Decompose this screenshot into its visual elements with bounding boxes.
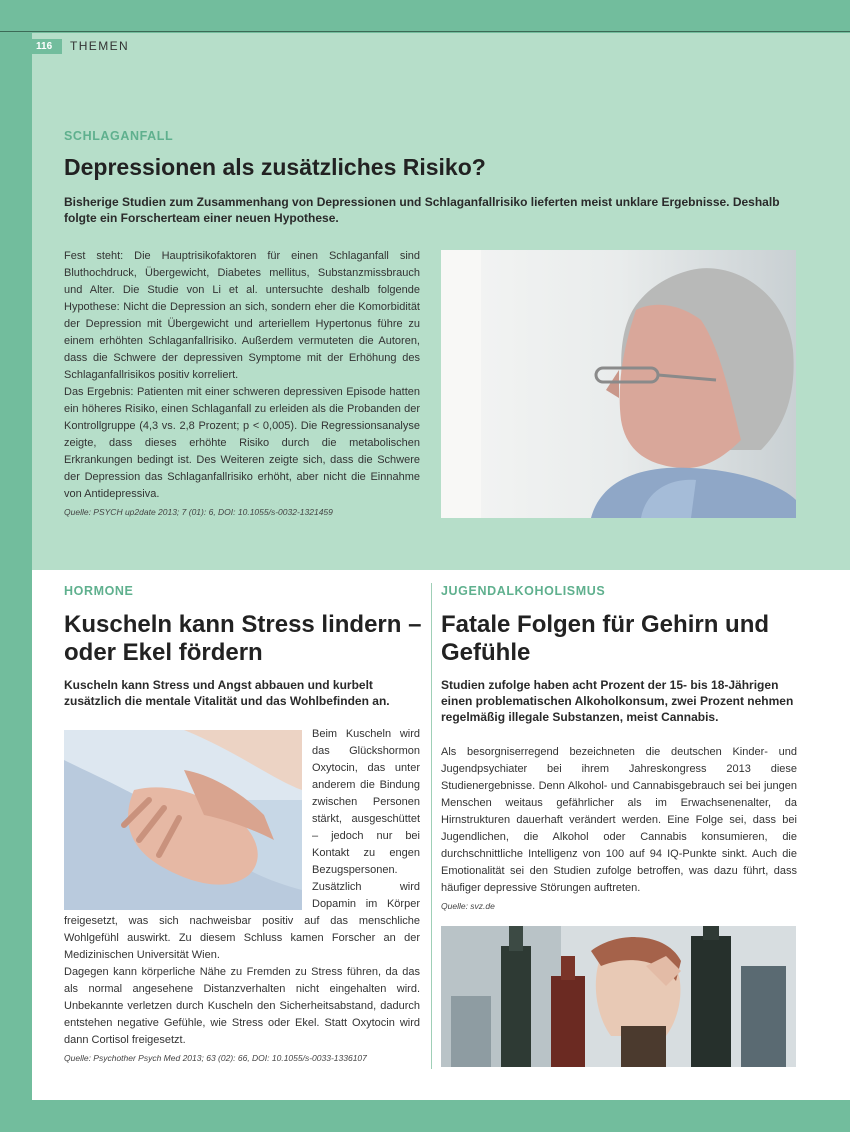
article-stroke-paragraph: Das Ergebnis: Patienten mit einer schweren depressiven Episode hatten ein höheres Risiko, einen Schlaganfall zu erleiden als die Probanden der Kontrollgruppe (4,3 vs. 2,8 Prozent; p < 0,005). Die Regressionsanalyse zeigte, dass dieses erhöhte Risiko durch die metabolischen Erkrankungen bedingt ist. Des Weiteren zeigte sich, dass die Schwere der Depression das Schlaganfallrisiko erhöht, aber nicht die Einnahme von Antidepressiva. <box>64 386 420 500</box>
article-hormone-paragraph: Beim Kuscheln wird das Glückshormon Oxytocin, das unter anderem die Bindung zwischen Personen stärkt, ausgeschüttet – jedoch nur bei Kontakt zu engen Bezugspersonen. Zusätzlich wird Dopamin im Körper freigesetzt, was sich nachweisbar positiv auf das menschliche Wohlgefühl auswirkt. Zu diesem Schluss kamen Forscher an der Medizinischen Universität Wien. <box>64 728 420 961</box>
article-alcohol-source: Quelle: svz.de <box>441 901 495 911</box>
article-alcohol-body <box>441 744 797 913</box>
article-stroke-section <box>32 33 850 570</box>
page-number: 116 <box>32 39 62 54</box>
article-stroke-title: Depressionen als zusätzliches Risiko? <box>64 154 486 180</box>
elderly-man-photo <box>441 250 796 518</box>
column-divider <box>431 583 432 1069</box>
section-title: THEMEN <box>70 39 130 53</box>
article-stroke-source: Quelle: PSYCH up2date 2013; 7 (01): 6, DOI: 10.1055/s-0032-1321459 <box>64 507 333 517</box>
cuddling-hands-photo <box>64 730 302 910</box>
article-hormone-body <box>64 726 420 1065</box>
magazine-page <box>32 33 850 1100</box>
article-hormone-title: Kuscheln kann Stress lindern – oder Ekel fördern <box>64 611 422 666</box>
article-hormone-source: Quelle: Psychother Psych Med 2013; 63 (02): 66, DOI: 10.1055/s-0033-1336107 <box>64 1053 367 1063</box>
article-hormone-paragraph: Dagegen kann körperliche Nähe zu Fremden zu Stress führen, da das als normal angesehene Distanzverhalten nicht eingehalten wird. Unbekannte verletzen durch Kuscheln den Sicherheitsabstand, dadurch entstehen negative Gefühle, wie Stress oder Ekel. Statt Oxytocin wird dann Cortisol freigesetzt. <box>64 966 420 1046</box>
article-alcohol-title: Fatale Folgen für Gehirn und Gefühle <box>441 611 770 666</box>
teen-bottles-photo <box>441 926 796 1067</box>
article-stroke-lead: Bisherige Studien zum Zusammenhang von Depressionen und Schlaganfallrisiko lieferten meist unklare Ergebnisse. Deshalb folgte ein Forscherteam einer neuen Hypothese. <box>64 195 780 225</box>
article-alcohol-lead: Studien zufolge haben acht Prozent der 15- bis 18-Jährigen einen problematischen Alkoholkonsum, zwei Prozent nehmen regelmäßig illegale Substanzen, meist Cannabis. <box>441 678 794 724</box>
top-color-bar <box>0 0 850 32</box>
article-hormone-kicker: HORMONE <box>64 584 134 598</box>
article-hormone-lead: Kuscheln kann Stress und Angst abbauen und kurbelt zusätzlich die mentale Vitalität und das Wohlbefinden an. <box>64 678 390 708</box>
article-stroke-kicker: SCHLAGANFALL <box>64 129 174 143</box>
article-stroke-paragraph: Fest steht: Die Hauptrisikofaktoren für einen Schlaganfall sind Bluthochdruck, Übergewicht, Diabetes mellitus, Substanzmissbrauch und Alter. Die Studie von Li et al. untersuchte deshalb folgende Hypothese: Nicht die Depression an sich, sondern eher die Komorbidität der Depression mit Übergewicht und arteriellem Hypertonus führe zu einem erhöhten Schlaganfallrisiko. Außerdem vermuteten die Autoren, dass die Schwere der depressiven Symptome mit der Erhöhung des Schlaganfallrisikos positiv korreliert. <box>64 250 420 381</box>
article-alcohol-kicker: JUGENDALKOHOLISMUS <box>441 584 606 598</box>
article-stroke-body <box>64 248 420 519</box>
article-alcohol-paragraph: Als besorgniserregend bezeichneten die deutschen Kinder- und Jugendpsychiater bei ihrem Jahreskongress 2013 diese Studienergebnisse. Denn Alkohol- und Cannabisgebrauch sei bei jungen Menschen weitaus gefährlicher als im Erwachsenenalter, da Hirnstrukturen dauerhaft verändert werden. Eine Folge sei, dass bei Jugendlichen, die Alkohol oder Cannabis konsumieren, die durchschnittliche Intelligenz von 100 auf 94 IQ-Punkte sinkt. Auch die Emotionalität sei den Studien zufolge betroffen, was dazu führt, dass häufiger depressive Störungen auftreten. <box>441 746 797 894</box>
page-header <box>32 38 129 54</box>
